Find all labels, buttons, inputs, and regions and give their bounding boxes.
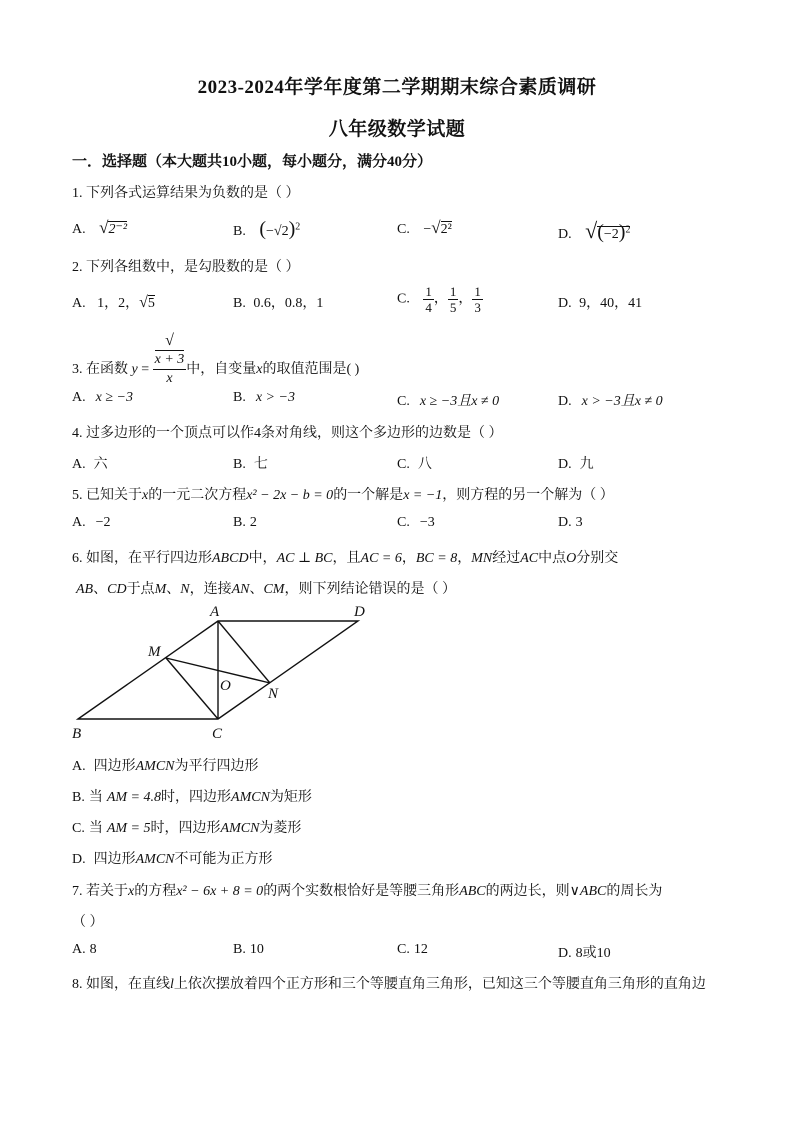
question-7-options (72, 942, 732, 966)
q6-option-a (72, 755, 259, 775)
q5-b: 的一元二次方程 (148, 488, 247, 503)
q6-abcd: ABCD (212, 551, 249, 566)
frac-den: 5 (449, 300, 457, 315)
question-6-stem-line1 (72, 547, 618, 567)
q6-perp: AC ⊥ BC (276, 551, 333, 566)
question-3-options (72, 390, 732, 414)
question-1-stem: 1. 下列各式运算结果为负数的是（ ） (72, 186, 300, 201)
segment-cm (166, 658, 218, 719)
option-label: A. (72, 942, 86, 957)
option-label: C. (72, 821, 85, 836)
frac-den: 3 (474, 300, 481, 315)
q1-c-sign: − (423, 222, 432, 237)
q4-option-b (233, 453, 268, 473)
q8-b: 上依次摆放着四个正方形和三个等腰直角三角形，已知这三个等腰直角三角形的直角边 (173, 977, 706, 992)
q6-amcn: AMCN (135, 852, 175, 867)
q6-bc: BC = 8 (415, 551, 458, 566)
q6-amcn: AMCN (220, 821, 260, 836)
q6-text: 、 (166, 582, 181, 597)
q7-var: x (128, 884, 135, 899)
q4-c-value: 八 (417, 457, 432, 472)
q7-b: 的方程 (134, 884, 177, 899)
q5-option-a (72, 515, 111, 531)
question-5-stem (72, 484, 614, 504)
q3-var: x (256, 362, 263, 378)
q3-d-value: x > −3且x ≠ 0 (581, 394, 663, 409)
q1-d-inner: −2 (603, 227, 619, 242)
q2-c-frac-1 (423, 284, 434, 315)
frac-num: 1 (449, 284, 457, 299)
q1-a-expr: 2⁻² (108, 222, 128, 237)
option-label: A. (72, 759, 86, 774)
q6-cd: CD (107, 582, 127, 597)
q2-a-rad: 5 (147, 296, 155, 311)
q5-a-value: −2 (95, 515, 111, 530)
question-2-stem: 2. 下列各组数中，是勾股数的是（ ） (72, 260, 300, 275)
parallelogram-diagram (70, 600, 380, 745)
q3-b-value: x > −3 (255, 390, 295, 405)
point-label-d: D (354, 604, 365, 620)
q7-option-a (72, 942, 97, 958)
q6-text: 中点 (538, 551, 567, 566)
point-label-b: B (72, 726, 82, 742)
q3-fn-y: y (131, 362, 138, 378)
option-label: B. (72, 790, 85, 805)
option-label: D. (72, 852, 86, 867)
q2-c-frac-2 (448, 284, 459, 315)
q2-option-c (397, 284, 483, 315)
q6-text: ， (401, 551, 416, 566)
q6-option-c (72, 817, 301, 837)
q6-b-mid: 时，四边形 (161, 790, 232, 805)
option-label: B. (233, 457, 246, 472)
exam-subtitle: 八年级数学试题 (328, 119, 466, 140)
question-7-stem (72, 880, 662, 900)
option-label: A. (72, 222, 86, 237)
question-1-options (72, 218, 732, 242)
q5-d-value: 3 (575, 515, 583, 530)
question-7-paren: （ ） (72, 915, 104, 930)
q7-c-value: 12 (413, 942, 428, 957)
q6-c-pre: 当 (88, 821, 103, 836)
q7-a: 7. 若关于 (72, 884, 128, 899)
q1-option-c: C. −√2² (397, 218, 452, 237)
q6-text: 6. 如图，在平行四边形 (72, 551, 212, 566)
q7-tri: ∨ABC (569, 884, 607, 899)
q6-c-eq: AM = 5 (106, 821, 151, 836)
q5-var: x (142, 488, 149, 503)
q3-fraction (153, 332, 187, 388)
option-label: D. (558, 946, 572, 961)
q8-a: 8. 如图，在直线 (72, 977, 170, 992)
option-label: B. (233, 224, 246, 239)
parallelogram-figure (70, 600, 380, 750)
question-5-options (72, 515, 732, 539)
q6-ac: AC = 6 (360, 551, 402, 566)
q2-option-d (558, 292, 642, 312)
q6-m: M (154, 582, 167, 597)
option-label: D. (558, 296, 572, 311)
q4-option-c (397, 453, 432, 473)
q3-prefix: 3. 在函数 (72, 362, 128, 378)
q2-b-value: 0.6，0.8，1 (253, 296, 324, 311)
q1-c-rad: 2² (440, 222, 452, 237)
question-8-stem (72, 973, 706, 993)
q7-option-b (233, 942, 264, 958)
q2-a-prefix: 1，2， (97, 296, 140, 311)
q3-suffix: 中，自变量 (186, 362, 257, 378)
q6-text: ，连接 (189, 582, 232, 597)
q1-option-d: D. $√(-2)^2$ (558, 218, 631, 243)
point-label-m: M (148, 644, 161, 660)
q6-mn: MN (471, 551, 493, 566)
q2-sep: ， (458, 291, 473, 307)
q3-a-value: x ≥ −3 (95, 390, 133, 405)
q5-option-b (233, 515, 257, 531)
q3-frac-den: x (166, 371, 173, 386)
point-label-c: C (212, 726, 223, 742)
q5-eq: x² − 2x − b = 0 (246, 488, 334, 503)
q3-end: 的取值范围是( ) (262, 362, 360, 378)
point-label-a: A (210, 604, 220, 620)
q5-b-value: 2 (249, 515, 257, 530)
option-label: B. (233, 390, 246, 405)
q4-a-value: 六 (93, 457, 108, 472)
q3-c-value: x ≥ −3且x ≠ 0 (419, 394, 500, 409)
q6-n: N (180, 582, 190, 597)
q6-text: 、 (249, 582, 264, 597)
option-label: B. (233, 296, 246, 311)
q5-c: 的一个解是 (333, 488, 404, 503)
q5-option-c (397, 515, 435, 531)
q6-c-mid: 时，四边形 (150, 821, 221, 836)
q6-d-post: 不可能为正方形 (174, 852, 273, 867)
q2-option-b (233, 292, 323, 312)
q6-d-pre: 四边形 (93, 852, 136, 867)
q6-amcn: AMCN (231, 790, 270, 805)
q6-cm: CM (263, 582, 285, 597)
q4-option-d (558, 453, 594, 473)
q6-option-d (72, 848, 273, 868)
option-label: C. (397, 457, 410, 472)
option-label: B. (233, 515, 246, 530)
q6-text: ，且 (332, 551, 361, 566)
q6-b-pre: 当 (88, 790, 103, 805)
q4-b-value: 七 (253, 457, 268, 472)
question-4-stem: 4. 过多边形的一个顶点可以作4条对角线，则这个多边形的边数是（ ） (72, 426, 503, 441)
q6-text: 分别交 (576, 551, 619, 566)
q4-option-a (72, 453, 108, 473)
point-label-n: N (268, 686, 279, 702)
q7-c: 的两个实数根恰好是等腰三角形 (263, 884, 460, 899)
q6-amcn: AMCN (135, 759, 175, 774)
option-label: A. (72, 390, 86, 405)
option-label: A. (72, 296, 86, 311)
q5-a: 5. 已知关于 (72, 488, 142, 503)
q4-d-value: 九 (579, 457, 594, 472)
q6-option-b (72, 786, 312, 806)
q6-text: ， (457, 551, 472, 566)
q1-option-b: B. $(-√2)^2$ (233, 218, 301, 240)
q3-option-a (72, 390, 133, 406)
q6-b-eq: AM = 4.8 (106, 790, 162, 805)
q6-ac-seg: AC (520, 551, 539, 566)
q3-option-b (233, 390, 295, 406)
q7-d-value: 8或10 (575, 946, 611, 961)
q6-ab: AB (76, 582, 94, 597)
q5-c-value: −3 (419, 515, 435, 530)
q7-e: 的周长为 (606, 884, 663, 899)
option-label: D. (558, 227, 572, 242)
option-label: D. (558, 457, 572, 472)
q6-text: 于点 (126, 582, 155, 597)
q6-o: O (566, 551, 577, 566)
option-label: A. (72, 515, 86, 530)
option-label: A. (72, 457, 86, 472)
frac-den: 4 (425, 300, 432, 315)
q1-option-a: A. √2⁻² (72, 218, 128, 237)
q2-sep: ， (433, 291, 448, 307)
q7-option-d (558, 942, 611, 962)
q6-a-pre: 四边形 (93, 759, 136, 774)
q2-c-frac-3 (472, 284, 483, 315)
q3-num-text: x + 3 (154, 352, 185, 367)
frac-num: 1 (425, 284, 432, 299)
option-label: C. (397, 222, 410, 237)
q7-d: 的两边长，则 (485, 884, 570, 899)
q1-b-base: √2 (273, 224, 289, 239)
q6-a-post: 为平行四边形 (174, 759, 259, 774)
q7-option-c (397, 942, 428, 958)
option-label: D. (558, 515, 572, 530)
q6-b-post: 为矩形 (269, 790, 312, 805)
q5-d: ，则方程的另一个解为（ ） (442, 488, 614, 503)
option-label: C. (397, 942, 410, 957)
q6-text: 、 (93, 582, 108, 597)
q2-d-value: 9，40，41 (579, 296, 643, 311)
question-6-stem-line2 (76, 578, 456, 598)
q8-l: l (170, 977, 174, 992)
q1-b-sign: − (266, 224, 274, 239)
q1-d-exp: 2 (625, 224, 631, 236)
q6-text: 经过 (492, 551, 521, 566)
segment-an (218, 621, 270, 683)
question-3-stem (72, 332, 360, 386)
q7-b-value: 10 (249, 942, 264, 957)
question-4-options (72, 453, 732, 477)
q5-sol: x = −1 (403, 488, 443, 503)
q2-option-a: A. 1，2，√5 (72, 294, 155, 311)
option-label: C. (397, 515, 410, 530)
question-2-options (72, 284, 732, 324)
q3-option-d (558, 390, 663, 410)
q6-text: ，则下列结论错误的是（ ） (284, 582, 456, 597)
option-label: D. (558, 394, 572, 409)
q6-text: 中， (248, 551, 277, 566)
q7-eq: x² − 6x + 8 = 0 (176, 884, 264, 899)
option-label: B. (233, 942, 246, 957)
option-label: C. (397, 291, 410, 307)
q7-a-value: 8 (89, 942, 97, 957)
q7-abc: ABC (459, 884, 486, 899)
frac-num: 1 (474, 284, 481, 299)
exam-title: 2023-2024年学年度第二学期期末综合素质调研 (197, 77, 597, 98)
q1-b-exp: 2 (295, 221, 301, 233)
option-label: C. (397, 394, 410, 409)
q6-c-post: 为菱形 (259, 821, 302, 836)
q3-frac-num: √ x + 3 (153, 332, 187, 370)
section-heading: 一．选择题（本大题共10小题，每小题分，满分40分） (72, 154, 433, 170)
q6-an: AN (231, 582, 250, 597)
q3-option-c (397, 390, 499, 410)
q3-fn-eq: = (141, 362, 150, 378)
q5-option-d (558, 515, 583, 531)
point-label-o: O (220, 678, 231, 694)
